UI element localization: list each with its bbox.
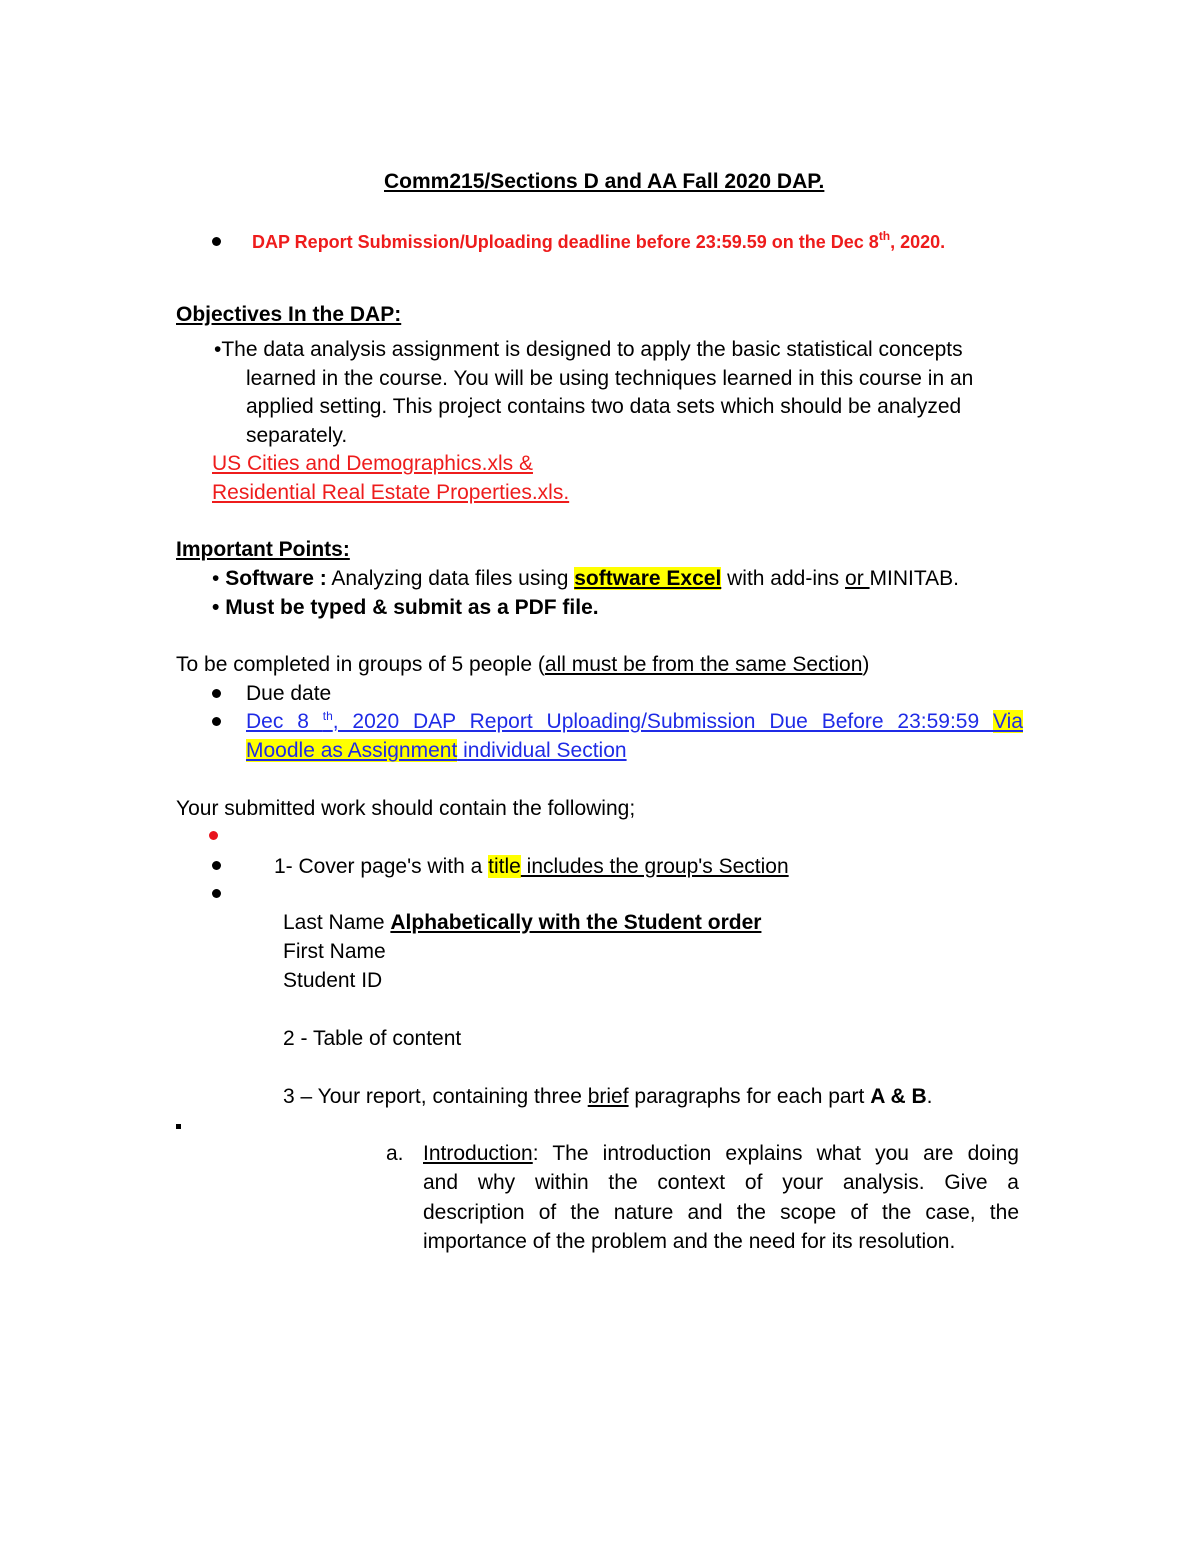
submitted-intro: Your submitted work should contain the following; bbox=[176, 797, 636, 820]
bullet-icon bbox=[209, 831, 218, 840]
objectives-text-line: learned in the course. You will be using techniques learned in this course in an bbox=[246, 367, 974, 390]
intro-paragraph-line: importance of the problem and the need for its resolution. bbox=[423, 1230, 956, 1253]
report-line: 3 – Your report, containing three brief paragraphs for each part A & B. bbox=[283, 1085, 933, 1108]
intro-paragraph-line: description of the nature and the scope of the case, the bbox=[423, 1201, 1019, 1224]
groups-intro: To be completed in groups of 5 people (all must be from the same Section) bbox=[176, 653, 870, 676]
objectives-text-line: applied setting. This project contains two data sets which should be analyzed bbox=[246, 395, 962, 418]
point-software: • Software : Analyzing data files using software Excel with add-ins or MINITAB. bbox=[212, 567, 959, 590]
important-heading: Important Points: bbox=[176, 538, 350, 561]
objectives-text-line: •The data analysis assignment is designed to apply the basic statistical concepts bbox=[214, 338, 963, 361]
square-bullet-icon bbox=[176, 1124, 181, 1129]
bullet-icon bbox=[212, 237, 221, 246]
intro-paragraph-line: and why within the context of your analysis. Give a bbox=[423, 1171, 1019, 1194]
bullet-icon bbox=[212, 889, 221, 898]
bullet-icon bbox=[212, 689, 221, 698]
student-id-line: Student ID bbox=[283, 969, 383, 992]
page-title: Comm215/Sections D and AA Fall 2020 DAP. bbox=[384, 170, 825, 193]
intro-marker: a. bbox=[386, 1142, 404, 1165]
due-date-label: Due date bbox=[246, 682, 332, 705]
file-name-real-estate: Residential Real Estate Properties.xls. bbox=[212, 481, 570, 504]
cover-page-line: 1- Cover page's with a title includes the group's Section bbox=[274, 855, 789, 878]
file-name-us-cities: US Cities and Demographics.xls & bbox=[212, 452, 533, 475]
deadline-line: DAP Report Submission/Uploading deadline before 23:59.59 on the Dec 8th, 2020. bbox=[252, 229, 946, 252]
intro-paragraph-line: Introduction: The introduction explains what you are doing bbox=[423, 1142, 1019, 1165]
due-date-link[interactable]: Dec 8 $^{th}$, 2020 DAP Report Uploading/Submission Due Before 23:59:59 Via bbox=[246, 709, 1023, 733]
last-name-line: Last Name Alphabetically with the Student order bbox=[283, 911, 762, 934]
first-name-line: First Name bbox=[283, 940, 386, 963]
due-date-link-continued[interactable]: Moodle as Assignment individual Section bbox=[246, 739, 627, 762]
bullet-icon bbox=[212, 717, 221, 726]
table-of-content-line: 2 - Table of content bbox=[283, 1027, 462, 1050]
objectives-text-line: separately. bbox=[246, 424, 348, 447]
bullet-icon bbox=[212, 861, 221, 870]
point-pdf: • Must be typed & submit as a PDF file. bbox=[212, 596, 599, 619]
objectives-heading: Objectives In the DAP: bbox=[176, 303, 402, 326]
